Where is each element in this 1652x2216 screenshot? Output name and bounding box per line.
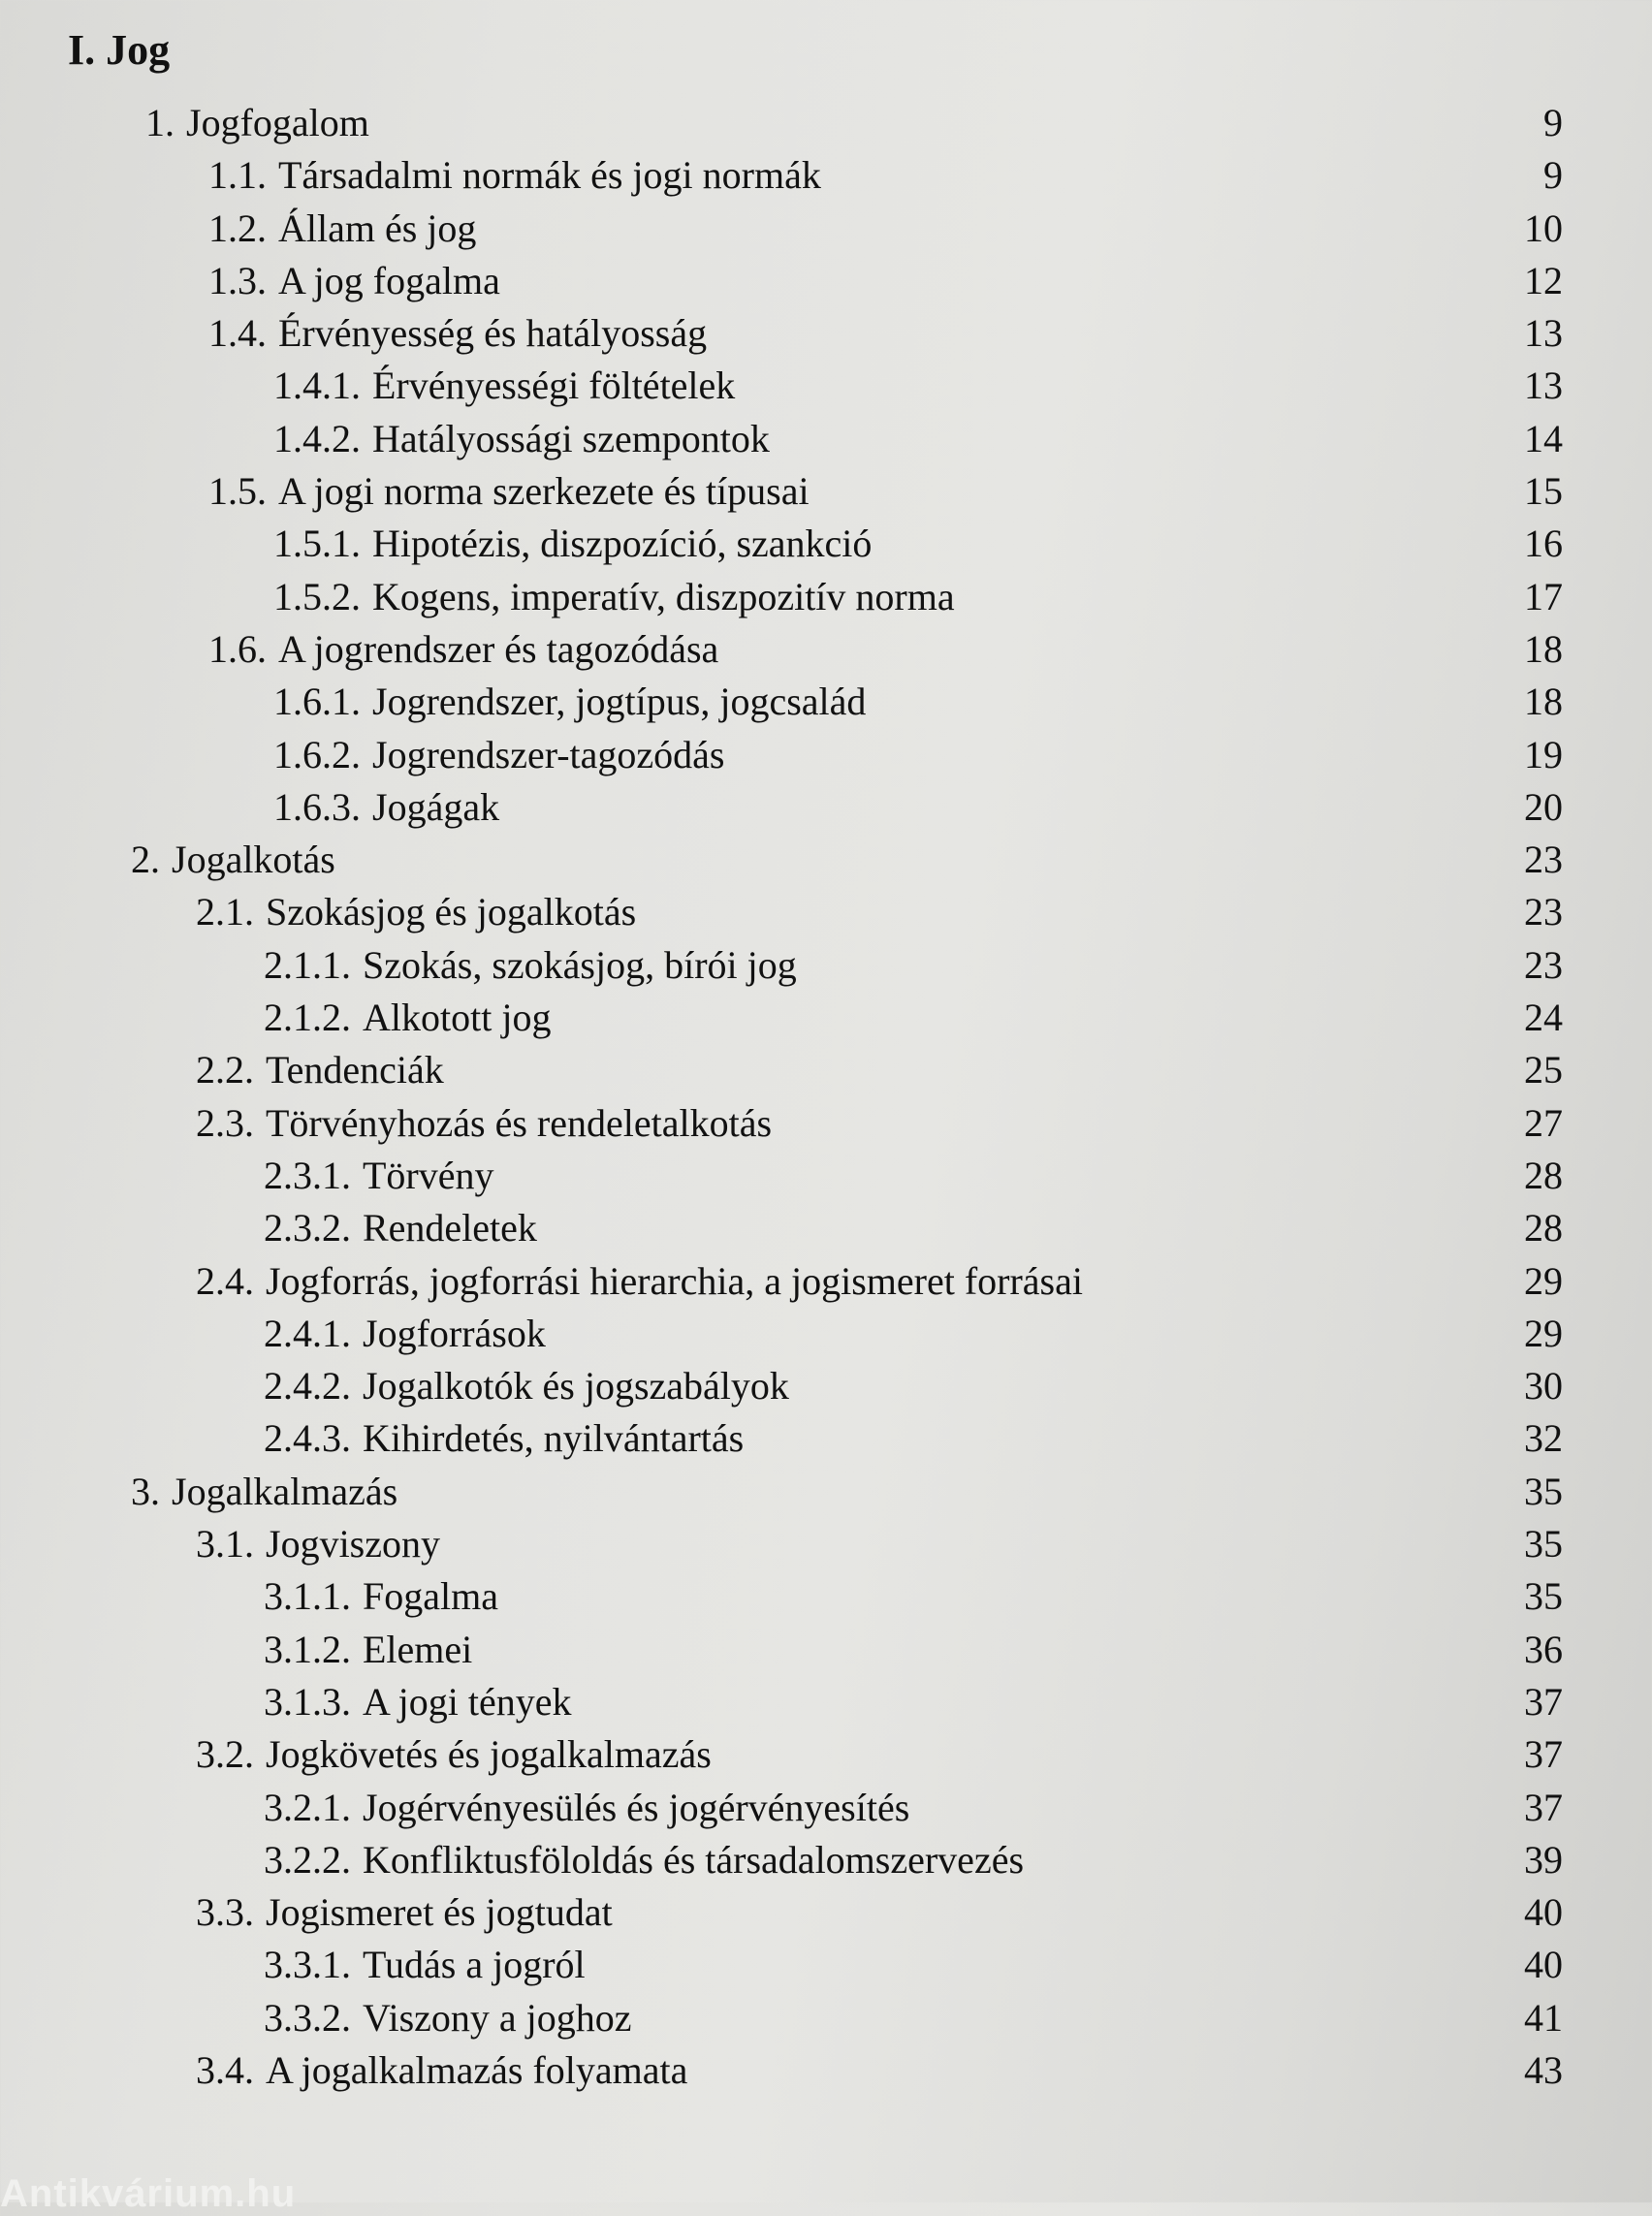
toc-entry-title: Jogismeret és jogtudat xyxy=(266,1890,613,1935)
toc-page-number: 39 xyxy=(1524,1837,1563,1882)
toc-entry-heading xyxy=(273,729,725,781)
toc-entry-number: 3.2. xyxy=(196,1732,254,1777)
toc-entry-number: 3.3.2. xyxy=(264,1995,351,2040)
toc-entry-heading xyxy=(273,518,872,570)
toc-entry-number: 2.2. xyxy=(196,1048,254,1092)
toc-entry-title: Tudás a jogról xyxy=(363,1943,586,1987)
toc-entry-title: Jogrendszer-tagozódás xyxy=(372,732,725,776)
toc-entry-title: Jogalkalmazás xyxy=(172,1469,398,1513)
toc-entry xyxy=(0,1044,1652,1096)
toc-entry xyxy=(0,307,1652,360)
toc-entry-number: 2.3.2. xyxy=(264,1206,351,1250)
toc-page-number: 23 xyxy=(1524,838,1563,882)
toc-entry-heading xyxy=(264,1412,744,1465)
toc-page-number: 37 xyxy=(1524,1732,1563,1777)
toc-entry-heading xyxy=(131,1466,397,1518)
toc-entry-heading xyxy=(264,1624,472,1676)
toc-entry xyxy=(0,623,1652,676)
toc-entry-number: 2.1.1. xyxy=(264,942,351,987)
toc-entry xyxy=(0,518,1652,570)
toc-entry-title: Fogalma xyxy=(363,1574,498,1619)
toc-entry-number: 1.2. xyxy=(208,206,267,250)
toc-entry-number: 3.4. xyxy=(196,2047,254,2092)
toc-entry xyxy=(0,149,1652,202)
toc-entry xyxy=(0,2044,1652,2097)
toc-entry-title: Viszony a joghoz xyxy=(363,1995,632,2040)
toc-entry xyxy=(0,465,1652,518)
toc-entry-title: Érvényesség és hatályosság xyxy=(278,311,708,356)
toc-entry-title: Törvényhozás és rendeletalkotás xyxy=(266,1100,773,1145)
table-of-contents xyxy=(0,97,1652,2097)
toc-page-number: 28 xyxy=(1524,1206,1563,1250)
toc-entry-number: 2. xyxy=(131,838,160,882)
toc-entry-number: 2.4.3. xyxy=(264,1416,351,1461)
toc-entry-title: Tendenciák xyxy=(266,1048,444,1092)
toc-entry-number: 1.6. xyxy=(208,626,267,671)
toc-entry-heading xyxy=(131,834,335,886)
toc-entry xyxy=(0,97,1652,149)
toc-entry-title: Jogalkotás xyxy=(172,838,335,882)
toc-entry-heading xyxy=(264,1992,632,2044)
toc-entry-title: Kihirdetés, nyilvántartás xyxy=(363,1416,745,1461)
toc-entry-number: 2.3.1. xyxy=(264,1153,351,1197)
toc-page-number: 9 xyxy=(1543,153,1563,198)
toc-entry xyxy=(0,834,1652,886)
toc-entry xyxy=(0,781,1652,834)
toc-entry xyxy=(0,992,1652,1044)
toc-entry-heading xyxy=(208,623,718,676)
toc-entry-heading xyxy=(208,203,476,255)
toc-entry xyxy=(0,729,1652,781)
toc-entry-heading xyxy=(196,1886,613,1939)
toc-entry xyxy=(0,1728,1652,1781)
toc-page-number: 12 xyxy=(1524,258,1563,302)
toc-entry-number: 2.3. xyxy=(196,1100,254,1145)
toc-page-number: 16 xyxy=(1524,522,1563,566)
toc-entry-heading xyxy=(273,676,866,728)
toc-entry-heading xyxy=(264,1676,572,1728)
toc-entry xyxy=(0,255,1652,307)
toc-page-number: 35 xyxy=(1524,1522,1563,1567)
toc-entry-number: 1.5. xyxy=(208,469,267,514)
toc-entry xyxy=(0,1782,1652,1834)
toc-entry-title: Törvény xyxy=(363,1153,494,1197)
toc-entry xyxy=(0,1360,1652,1412)
toc-entry-heading xyxy=(196,1255,1083,1308)
toc-entry-heading xyxy=(208,255,500,307)
toc-page-number: 40 xyxy=(1524,1890,1563,1935)
toc-entry xyxy=(0,1150,1652,1202)
toc-entry xyxy=(0,1624,1652,1676)
toc-page-number: 15 xyxy=(1524,469,1563,514)
toc-entry xyxy=(0,1202,1652,1254)
toc-entry xyxy=(0,886,1652,938)
toc-entry xyxy=(0,1466,1652,1518)
toc-entry-heading xyxy=(196,886,636,938)
toc-entry-number: 1.4.1. xyxy=(273,364,361,408)
toc-page-number: 41 xyxy=(1524,1995,1563,2040)
toc-entry-number: 3.1.2. xyxy=(264,1627,351,1671)
part-title: I. Jog xyxy=(68,26,171,74)
toc-entry xyxy=(0,1570,1652,1623)
toc-entry-heading xyxy=(208,465,810,518)
toc-entry-heading xyxy=(264,1782,909,1834)
toc-entry-number: 3.3.1. xyxy=(264,1943,351,1987)
toc-entry-title: Alkotott jog xyxy=(363,996,552,1040)
toc-entry-heading xyxy=(208,307,707,360)
toc-entry xyxy=(0,1255,1652,1308)
toc-entry xyxy=(0,1412,1652,1465)
toc-entry xyxy=(0,1097,1652,1150)
toc-page-number: 32 xyxy=(1524,1416,1563,1461)
toc-entry-heading xyxy=(264,1202,537,1254)
toc-entry-number: 1.6.2. xyxy=(273,732,361,776)
toc-entry-title: Konfliktusföloldás és társadalomszervezés xyxy=(363,1837,1025,1882)
toc-entry-title: Rendeletek xyxy=(363,1206,537,1250)
toc-entry-heading xyxy=(273,360,735,412)
toc-entry-heading xyxy=(273,413,770,465)
toc-entry-number: 2.1.2. xyxy=(264,996,351,1040)
toc-entry-number: 1.4.2. xyxy=(273,416,361,460)
toc-entry-title: Társadalmi normák és jogi normák xyxy=(278,153,821,198)
toc-entry xyxy=(0,676,1652,728)
toc-entry-number: 3.2.2. xyxy=(264,1837,351,1882)
toc-entry-number: 1.1. xyxy=(208,153,267,198)
toc-entry-number: 2.1. xyxy=(196,890,254,934)
toc-entry-title: Érvényességi föltételek xyxy=(372,364,736,408)
toc-entry-number: 1.5.2. xyxy=(273,574,361,618)
toc-entry-number: 2.4.1. xyxy=(264,1311,351,1355)
toc-page-number: 35 xyxy=(1524,1469,1563,1513)
toc-entry-heading xyxy=(208,149,821,202)
toc-entry-heading xyxy=(264,992,551,1044)
toc-entry xyxy=(0,571,1652,623)
toc-page-number: 20 xyxy=(1524,784,1563,829)
toc-entry xyxy=(0,413,1652,465)
toc-entry-title: A jogalkalmazás folyamata xyxy=(266,2047,688,2092)
toc-page-number: 13 xyxy=(1524,364,1563,408)
toc-page-number: 10 xyxy=(1524,206,1563,250)
toc-entry-title: Szokás, szokásjog, bírói jog xyxy=(363,942,797,987)
toc-page-number: 14 xyxy=(1524,416,1563,460)
toc-entry xyxy=(0,1886,1652,1939)
toc-entry-number: 2.4.2. xyxy=(264,1364,351,1409)
toc-entry-number: 3.1.3. xyxy=(264,1679,351,1724)
toc-entry xyxy=(0,1308,1652,1360)
toc-entry-heading xyxy=(273,781,499,834)
toc-entry xyxy=(0,1834,1652,1886)
toc-entry xyxy=(0,360,1652,412)
toc-entry-title: Jogfogalom xyxy=(186,101,369,144)
toc-page-number: 19 xyxy=(1524,732,1563,776)
toc-entry-title: Jogágak xyxy=(372,784,500,829)
toc-entry-title: Jogforrások xyxy=(363,1311,546,1355)
toc-page-number: 36 xyxy=(1524,1627,1563,1671)
toc-entry-title: Jogérvényesülés és jogérvényesítés xyxy=(363,1785,910,1829)
toc-entry-heading xyxy=(264,1570,498,1623)
toc-entry xyxy=(0,1518,1652,1570)
toc-entry-title: Jogalkotók és jogszabályok xyxy=(363,1364,789,1409)
toc-page-number: 29 xyxy=(1524,1311,1563,1355)
toc-page-number: 18 xyxy=(1524,680,1563,724)
toc-page-number: 13 xyxy=(1524,311,1563,356)
toc-entry-heading xyxy=(264,939,797,992)
toc-entry-number: 2.4. xyxy=(196,1258,254,1303)
toc-page-number: 29 xyxy=(1524,1258,1563,1303)
toc-entry-heading xyxy=(196,2044,687,2097)
toc-entry-number: 1.6.3. xyxy=(273,784,361,829)
toc-entry-title: Jogviszony xyxy=(266,1522,440,1567)
toc-entry xyxy=(0,203,1652,255)
toc-entry xyxy=(0,1676,1652,1728)
toc-entry-number: 3. xyxy=(131,1469,160,1513)
toc-entry-title: A jogrendszer és tagozódása xyxy=(278,626,719,671)
toc-entry-title: A jogi norma szerkezete és típusai xyxy=(278,469,810,514)
toc-entry-title: Jogrendszer, jogtípus, jogcsalád xyxy=(372,680,867,724)
toc-entry-heading xyxy=(196,1044,444,1096)
toc-page-number: 23 xyxy=(1524,890,1563,934)
toc-entry-title: A jogi tények xyxy=(363,1679,572,1724)
toc-page-number: 24 xyxy=(1524,996,1563,1040)
toc-page-number: 25 xyxy=(1524,1048,1563,1092)
toc-entry-title: Jogforrás, jogforrási hierarchia, a jogismeret forrásai xyxy=(266,1258,1083,1303)
toc-page-number: 40 xyxy=(1524,1943,1563,1987)
toc-entry-heading xyxy=(196,1728,712,1781)
toc-entry xyxy=(0,939,1652,992)
toc-entry-number: 3.3. xyxy=(196,1890,254,1935)
toc-entry-number: 1.4. xyxy=(208,311,267,356)
toc-entry-title: Állam és jog xyxy=(278,206,477,250)
toc-entry-heading xyxy=(264,1360,789,1412)
toc-page-number: 37 xyxy=(1524,1679,1563,1724)
toc-page-number: 18 xyxy=(1524,626,1563,671)
toc-entry-heading xyxy=(196,1518,440,1570)
toc-entry-title: Jogkövetés és jogalkalmazás xyxy=(266,1732,712,1777)
toc-page-number: 30 xyxy=(1524,1364,1563,1409)
watermark: Antikvárium.hu xyxy=(0,2172,297,2215)
toc-entry xyxy=(0,1992,1652,2044)
toc-entry-heading xyxy=(196,1097,772,1150)
toc-entry-number: 3.1. xyxy=(196,1522,254,1567)
toc-entry-title: A jog fogalma xyxy=(278,258,500,302)
toc-page-number: 9 xyxy=(1543,101,1563,144)
toc-entry-heading xyxy=(145,97,369,149)
toc-page-number: 23 xyxy=(1524,942,1563,987)
toc-entry-number: 1.5.1. xyxy=(273,522,361,566)
toc-entry-heading xyxy=(264,1834,1024,1886)
toc-entry-heading xyxy=(264,1308,546,1360)
toc-entry-number: 1. xyxy=(145,101,175,144)
toc-entry-number: 3.2.1. xyxy=(264,1785,351,1829)
toc-page-number: 35 xyxy=(1524,1574,1563,1619)
toc-entry-number: 3.1.1. xyxy=(264,1574,351,1619)
toc-entry-title: Hipotézis, diszpozíció, szankció xyxy=(372,522,873,566)
toc-entry-heading xyxy=(264,1150,494,1202)
toc-entry-title: Elemei xyxy=(363,1627,473,1671)
toc-entry-title: Kogens, imperatív, diszpozitív norma xyxy=(372,574,955,618)
toc-page-number: 27 xyxy=(1524,1100,1563,1145)
toc-entry-heading xyxy=(273,571,955,623)
toc-entry-number: 1.3. xyxy=(208,258,267,302)
toc-page-number: 43 xyxy=(1524,2047,1563,2092)
toc-entry-heading xyxy=(264,1939,586,1991)
toc-entry xyxy=(0,1939,1652,1991)
toc-entry-title: Hatályossági szempontok xyxy=(372,416,770,460)
toc-page-number: 37 xyxy=(1524,1785,1563,1829)
toc-entry-title: Szokásjog és jogalkotás xyxy=(266,890,637,934)
toc-page-number: 28 xyxy=(1524,1153,1563,1197)
toc-entry-number: 1.6.1. xyxy=(273,680,361,724)
toc-page-number: 17 xyxy=(1524,574,1563,618)
